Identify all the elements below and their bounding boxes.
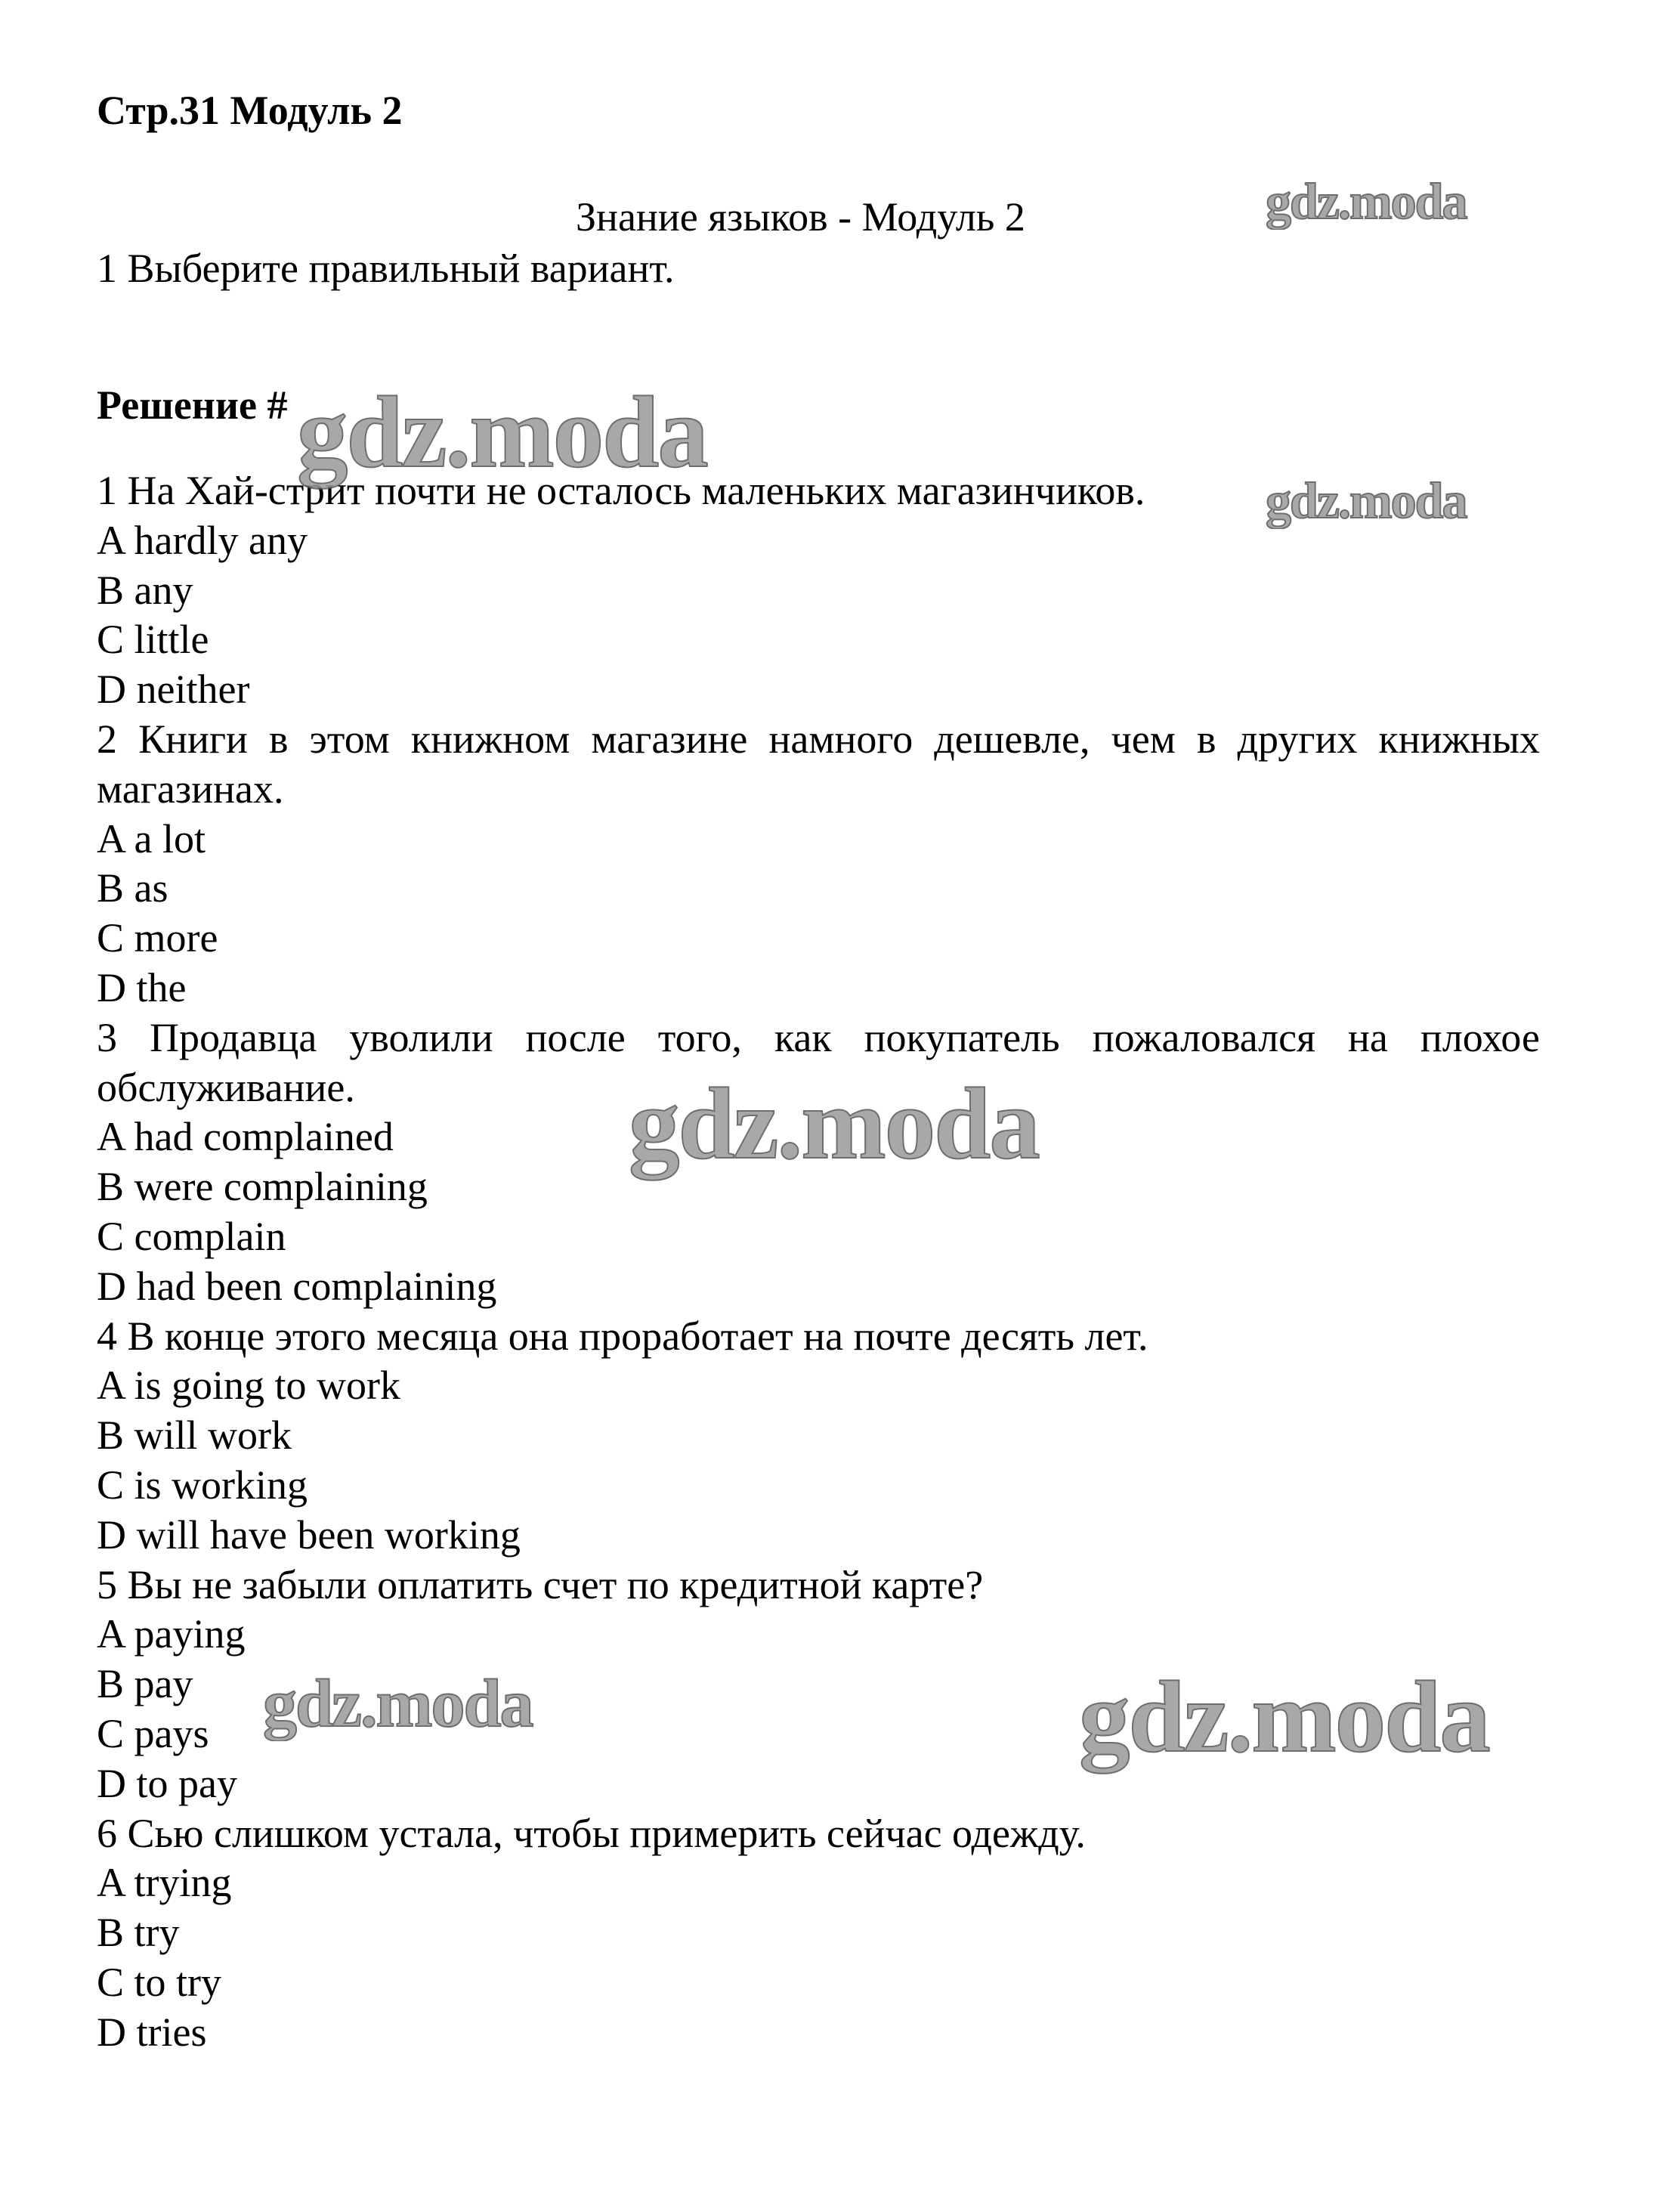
answer-option: A a lot <box>97 815 206 862</box>
answer-option: A paying <box>97 1611 246 1657</box>
watermark: gdz.moda <box>629 1068 1039 1180</box>
answer-option: B try <box>97 1910 180 1956</box>
solution-label: Решение # <box>97 382 288 428</box>
task-instruction: 1 Выберите правильный вариант. <box>97 246 675 291</box>
answer-option: D to pay <box>97 1760 237 1806</box>
question-text: 3 Продавца уволили после того, как покупатель пожаловался на плохое <box>97 1014 1540 1060</box>
answer-option: A is going to work <box>97 1363 401 1409</box>
answer-option: D tries <box>97 2009 207 2055</box>
question-text: 6 Сью слишком устала, чтобы примерить сейчас одежду. <box>97 1810 1086 1856</box>
answer-option: C is working <box>97 1462 308 1508</box>
question-text: 5 Вы не забыли оплатить счет по кредитной карте? <box>97 1561 984 1607</box>
answer-option: C pays <box>97 1710 209 1756</box>
answer-option: A trying <box>97 1860 232 1906</box>
answer-option: A hardly any <box>97 517 308 563</box>
answer-option: C little <box>97 617 209 663</box>
answer-option: B were complaining <box>97 1164 428 1210</box>
answer-option: D neither <box>97 667 250 713</box>
question-text: 2 Книги в этом книжном магазине намного дешевле, чем в других книжных <box>97 716 1540 762</box>
answer-option: B any <box>97 567 193 613</box>
question-text: 4 В конце этого месяца она проработает на почте десять лет. <box>97 1313 1148 1359</box>
answer-option: A had complained <box>97 1114 394 1160</box>
page-label: Стр.31 Модуль 2 <box>97 88 403 133</box>
answer-option: B pay <box>97 1661 193 1707</box>
answer-option: D will have been working <box>97 1511 521 1558</box>
watermark: gdz.moda <box>297 376 707 489</box>
answer-option: B as <box>97 865 168 911</box>
answer-option: B will work <box>97 1412 292 1459</box>
watermark: gdz.moda <box>1266 472 1467 529</box>
question-text: магазинах. <box>97 766 284 812</box>
answer-option: D the <box>97 964 187 1010</box>
answer-option: D had been complaining <box>97 1263 497 1309</box>
watermark: gdz.moda <box>1079 1661 1489 1774</box>
question-text: 1 На Хай-стрит почти не осталось маленьких магазинчиков. <box>97 468 1145 513</box>
section-title: Знание языков - Модуль 2 <box>576 194 1025 240</box>
watermark: gdz.moda <box>1266 172 1467 230</box>
answer-option: C to try <box>97 1959 222 2005</box>
question-text: обслуживание. <box>97 1064 355 1110</box>
questions-list <box>97 466 1540 2058</box>
watermark: gdz.moda <box>263 1666 533 1741</box>
answer-option: C complain <box>97 1213 286 1259</box>
answer-option: C more <box>97 915 218 961</box>
